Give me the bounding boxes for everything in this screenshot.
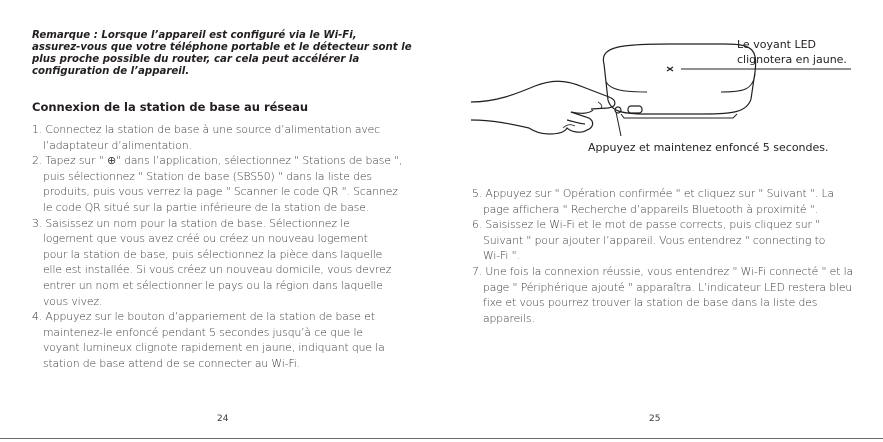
- step-line: maintenez-le enfoncé pendant 5 secondes jusqu’à ce que le: [43, 325, 363, 339]
- step-4: [32, 309, 412, 371]
- step-line: 1. Connectez la station de base à une source d’alimentation avec: [32, 123, 380, 136]
- remark-note: [32, 30, 412, 78]
- led-callout-line-text: clignotera en jaune.: [737, 53, 847, 66]
- page-number: 24: [217, 414, 229, 424]
- step-line: logement que vous avez créé ou créez un nouveau logement: [43, 232, 368, 246]
- step-line: fixe et vous pourrez trouver la station de base dans la liste des: [483, 296, 818, 310]
- step-line: l’adaptateur d’alimentation.: [43, 138, 192, 152]
- press-callout: Appuyez et maintenez enfoncé 5 secondes.: [588, 141, 829, 154]
- step-3: [32, 216, 412, 310]
- step-5: [472, 186, 872, 217]
- steps-list-left: [32, 122, 412, 372]
- step-line: 5. Appuyez sur " Opération confirmée " et cliquez sur " Suivant ". La: [472, 187, 834, 200]
- step-line: page " Périphérique ajouté " apparaîtra. L’indicateur LED restera bleu: [483, 280, 853, 294]
- left-page: [0, 0, 441, 442]
- hand-icon: [471, 81, 615, 134]
- step-line: appareils.: [483, 311, 535, 325]
- step-7: [472, 264, 872, 326]
- step-line: 3. Saisissez un nom pour la station de base. Sélectionnez le: [32, 216, 350, 230]
- right-page: [441, 0, 883, 442]
- remark-line: Remarque : Lorsque l’appareil est configuré via le Wi-Fi,: [32, 30, 357, 41]
- step-6: [472, 217, 872, 264]
- page-number: 25: [649, 414, 661, 424]
- step-line: 2. Tapez sur " ⊕" dans l’application, sélectionnez " Stations de base ",: [32, 154, 403, 168]
- step-line: pour la station de base, puis sélectionnez la pièce dans laquelle: [43, 247, 383, 261]
- step-line: Suivant " pour ajouter l’appareil. Vous entendrez " connecting to: [483, 233, 826, 247]
- step-line: 6. Saisissez le Wi-Fi et le mot de passe corrects, puis cliquez sur ": [472, 218, 820, 232]
- step-line: page affichera " Recherche d’appareils Bluetooth à proximité ".: [483, 202, 819, 216]
- led-indicator-icon: [667, 67, 673, 71]
- step-line: elle est installée. Si vous créez un nouveau domicile, vous devrez: [43, 263, 392, 277]
- step-line: puis sélectionnez " Station de base (SBS50) " dans la liste des: [43, 169, 372, 183]
- remark-line: plus proche possible du router, car cela peut accélérer la: [32, 54, 360, 65]
- base-station-icon: [603, 44, 755, 118]
- remark-line: configuration de l’appareil.: [32, 66, 190, 77]
- step-line: produits, puis vous verrez la page " Scanner le code QR ". Scannez: [43, 185, 398, 199]
- steps-list-right: [472, 186, 872, 326]
- step-line: 4. Appuyez sur le bouton d’appariement de la station de base et: [32, 310, 375, 324]
- led-callout: [737, 37, 847, 67]
- step-line: 7. Une fois la connexion réussie, vous entendrez " Wi-Fi connecté " et la: [472, 264, 854, 278]
- step-line: voyant lumineux clignote rapidement en jaune, indiquant que la: [43, 341, 385, 355]
- step-1: [32, 122, 412, 153]
- step-line: entrer un nom et sélectionner le pays ou la région dans laquelle: [43, 278, 383, 292]
- bottom-rule: [0, 438, 883, 439]
- step-line: le code QR situé sur la partie inférieure de la station de base.: [43, 200, 370, 214]
- section-title: Connexion de la station de base au réseau: [32, 100, 309, 114]
- step-line: station de base attend de se connecter au Wi-Fi.: [43, 356, 301, 370]
- press-callout-line: [616, 112, 621, 136]
- step-2: [32, 153, 412, 215]
- step-line: vous vivez.: [43, 294, 103, 308]
- step-line: Wi-Fi ".: [483, 249, 520, 263]
- remark-line: assurez-vous que votre téléphone portable et le détecteur sont le: [32, 42, 412, 53]
- led-callout-line-text: Le voyant LED: [737, 38, 817, 51]
